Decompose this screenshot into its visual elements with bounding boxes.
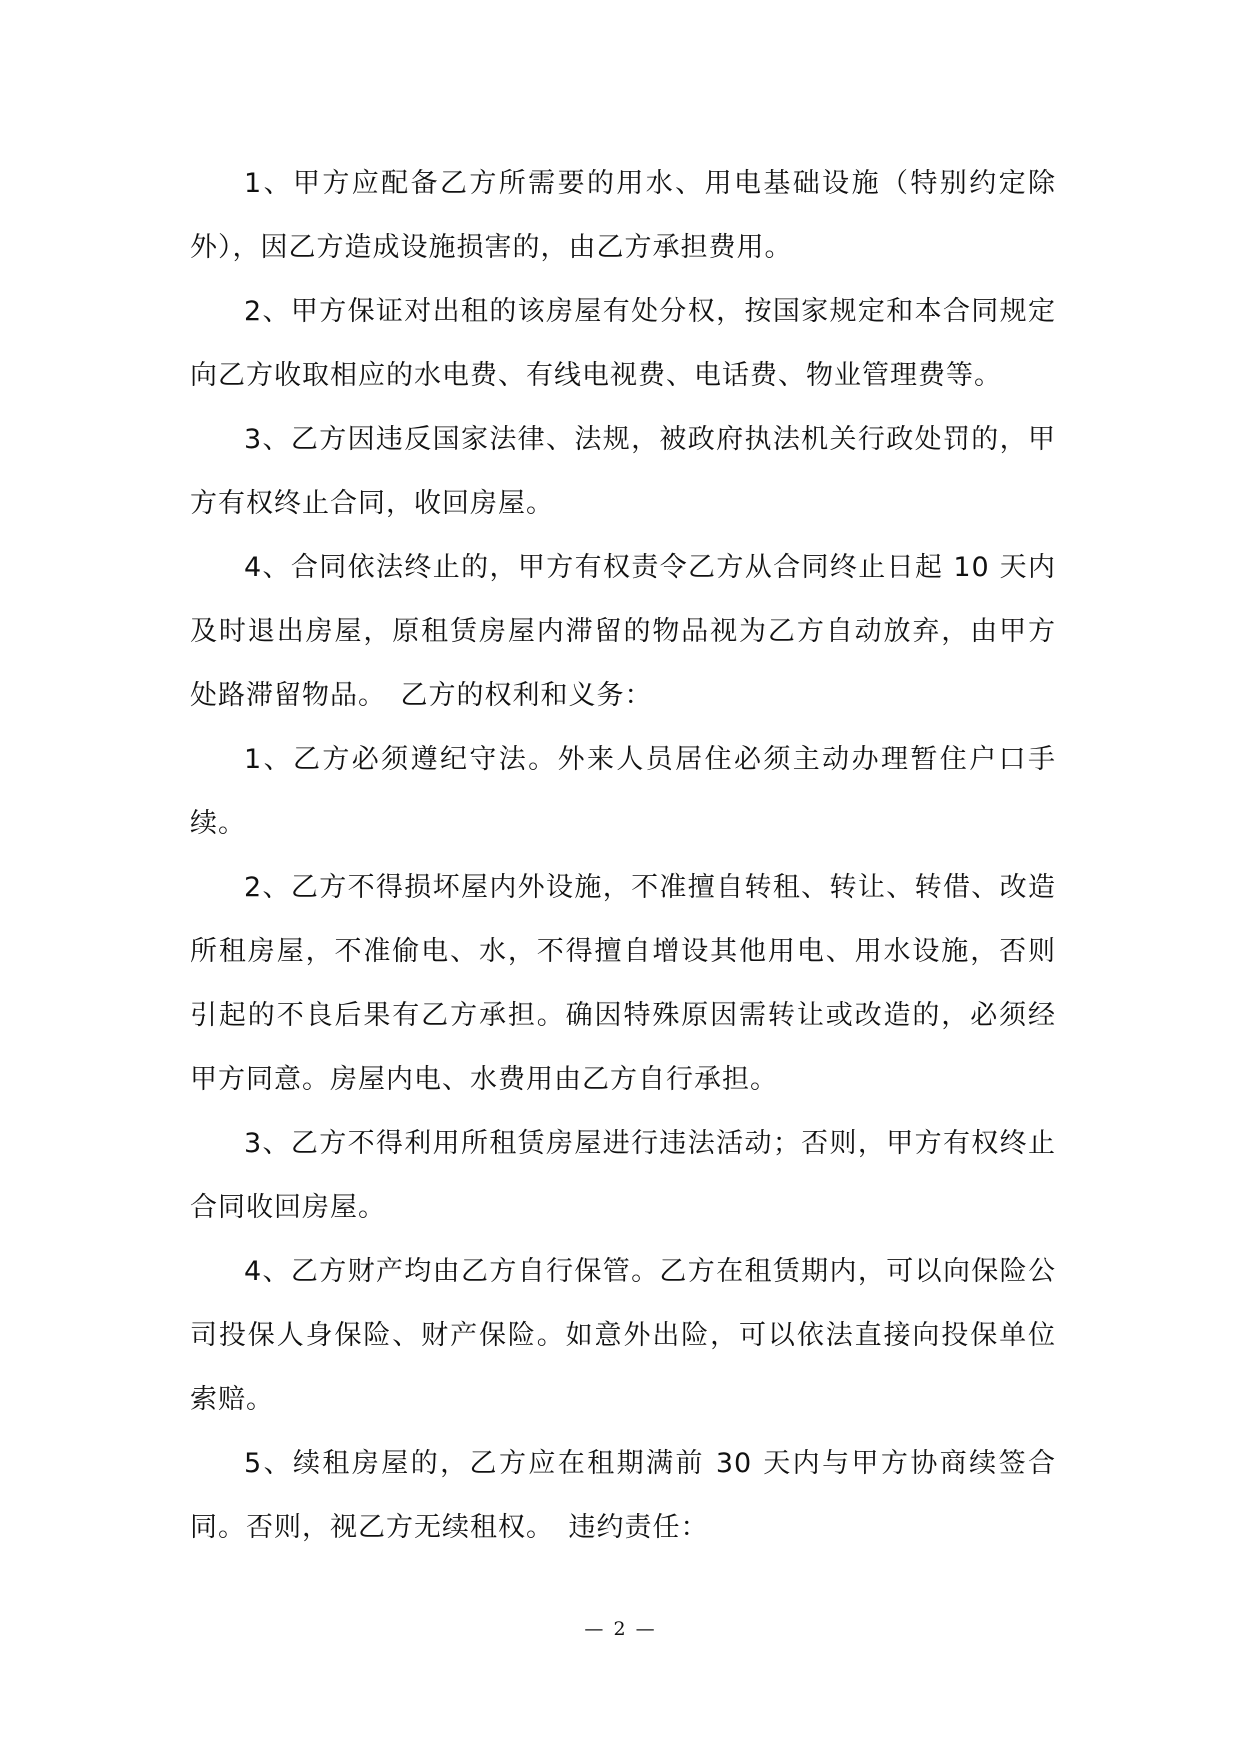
paragraph-lessee-5: 5、续租房屋的，乙方应在租期满前 30 天内与甲方协商续签合同。否则，视乙方无续租权。 违约责任： (190, 1448, 1056, 1543)
paragraph-lessee-4: 4、乙方财产均由乙方自行保管。乙方在租赁期内，可以向保险公司投保人身保险、财产保险。如意外出险，可以依法直接向投保单位索赔。 (190, 1256, 1056, 1415)
paragraph-lessor-3: 3、乙方因违反国家法律、法规，被政府执法机关行政处罚的，甲方有权终止合同，收回房屋。 (190, 424, 1056, 519)
paragraph-lessor-2: 2、甲方保证对出租的该房屋有处分权，按国家规定和本合同规定向乙方收取相应的水电费、有线电视费、电话费、物业管理费等。 (190, 296, 1056, 391)
page-number: — 2 — (584, 1618, 657, 1640)
paragraph-lessee-2: 2、乙方不得损坏屋内外设施，不准擅自转租、转让、转借、改造所租房屋，不准偷电、水，不得擅自增设其他用电、用水设施，否则引起的不良后果有乙方承担。确因特殊原因需转让或改造的，必须经甲方同意。房屋内电、水费用由乙方自行承担。 (190, 872, 1056, 1095)
paragraph-lessor-1: 1、甲方应配备乙方所需要的用水、用电基础设施（特别约定除外），因乙方造成设施损害的，由乙方承担费用。 (190, 168, 1056, 263)
paragraph-lessor-4: 4、合同依法终止的，甲方有权责令乙方从合同终止日起 10 天内及时退出房屋，原租赁房屋内滞留的物品视为乙方自动放弃，由甲方处路滞留物品。 乙方的权利和义务： (190, 552, 1056, 711)
paragraph-lessee-3: 3、乙方不得利用所租赁房屋进行违法活动；否则，甲方有权终止合同收回房屋。 (190, 1128, 1056, 1223)
paragraph-lessee-1: 1、乙方必须遵纪守法。外来人员居住必须主动办理暂住户口手续。 (190, 744, 1056, 839)
document-body (190, 152, 1056, 1560)
